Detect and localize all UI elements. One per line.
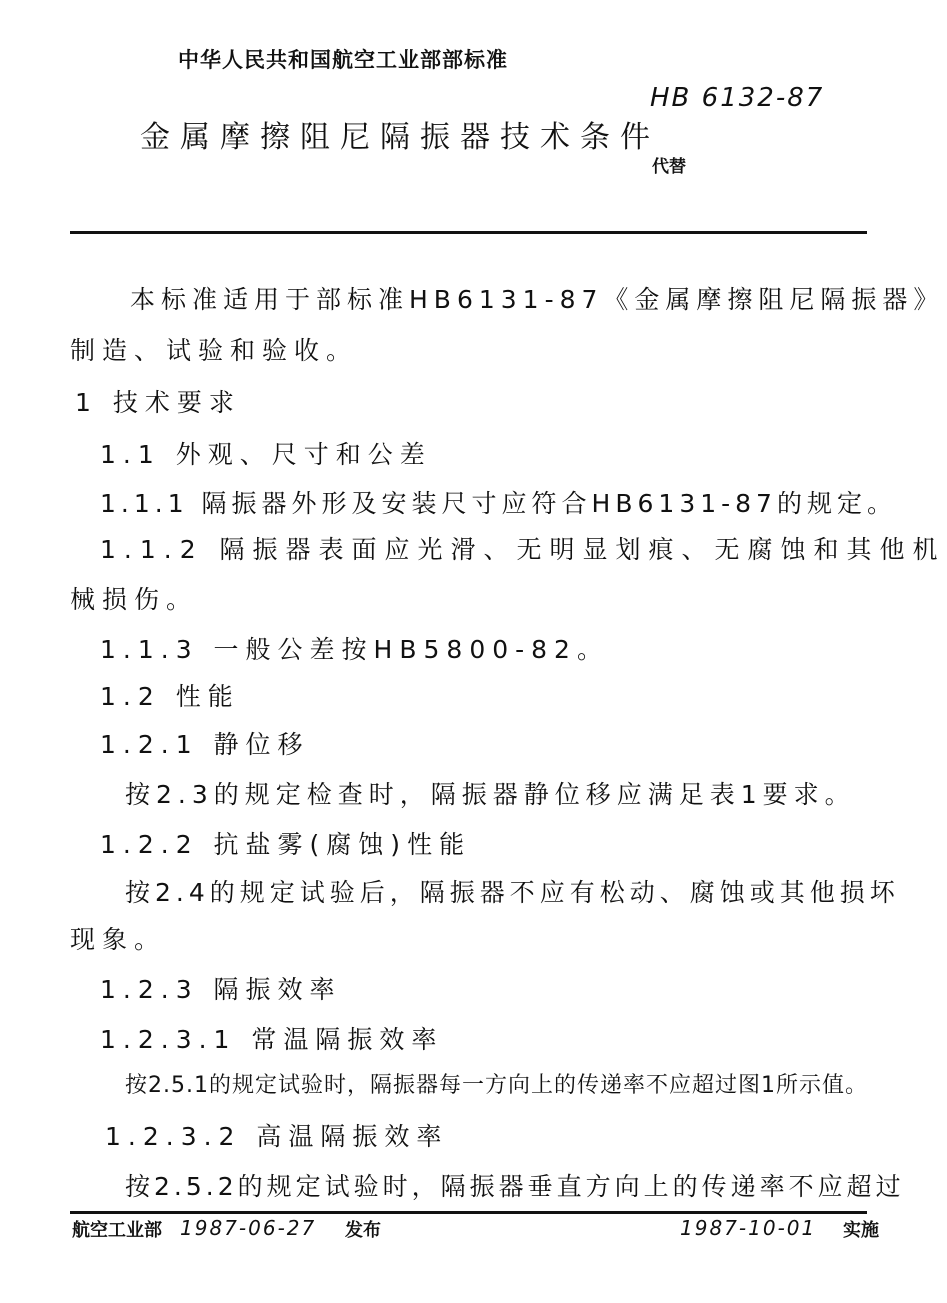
- paragraph-line: 1.1.1 隔振器外形及安装尺寸应符合HB6131-87的规定。: [100, 489, 897, 518]
- section-heading: 1.1 外观、尺寸和公差: [100, 440, 432, 469]
- document-title: 金属摩擦阻尼隔振器技术条件: [140, 120, 660, 155]
- section-heading: 1.2.3.1 常温隔振效率: [100, 1025, 444, 1054]
- standard-code: HB 6132-87: [650, 83, 825, 113]
- paragraph-line: 本标准适用于部标准HB6131-87《金属摩擦阻尼隔振器》: [130, 285, 945, 314]
- paragraph-line: 按2.5.2的规定试验时，隔振器垂直方向上的传递率不应超过: [125, 1172, 905, 1201]
- issue-date: 1987-06-27: [180, 1216, 317, 1240]
- section-heading: 1.2.2 抗盐雾(腐蚀)性能: [100, 830, 472, 859]
- section-heading: 1 技术要求: [75, 388, 241, 417]
- paragraph-line: 械损伤。: [70, 585, 199, 614]
- effective-date: 1987-10-01: [680, 1216, 817, 1240]
- paragraph-line: 1.1.3 一般公差按HB5800-82。: [100, 635, 609, 664]
- paragraph-line: 按2.3的规定检查时，隔振器静位移应满足表1要求。: [125, 780, 856, 809]
- paragraph-line: 1.1.2 隔振器表面应光滑、无明显划痕、无腐蚀和其他机: [100, 535, 946, 564]
- implemented-label: 实施: [843, 1220, 879, 1241]
- paragraph-line: 按2.4的规定试验后，隔振器不应有松动、腐蚀或其他损坏: [125, 878, 900, 907]
- section-heading: 1.2.1 静位移: [100, 730, 310, 759]
- section-heading: 1.2.3.2 高温隔振效率: [105, 1122, 449, 1151]
- replaces-label: 代替: [652, 157, 686, 177]
- header-rule: [70, 231, 867, 234]
- issued-label: 发布: [345, 1220, 381, 1241]
- paragraph-line: 制造、试验和验收。: [70, 336, 359, 365]
- paragraph-line: 现象。: [70, 925, 167, 954]
- paragraph-line: 按2.5.1的规定试验时，隔振器每一方向上的传递率不应超过图1所示值。: [125, 1073, 868, 1098]
- footer-issuer: 航空工业部: [72, 1220, 162, 1241]
- footer-rule: [70, 1211, 867, 1214]
- section-heading: 1.2.3 隔振效率: [100, 975, 342, 1004]
- section-heading: 1.2 性能: [100, 682, 240, 711]
- header-issuer: 中华人民共和国航空工业部部标准: [178, 48, 508, 72]
